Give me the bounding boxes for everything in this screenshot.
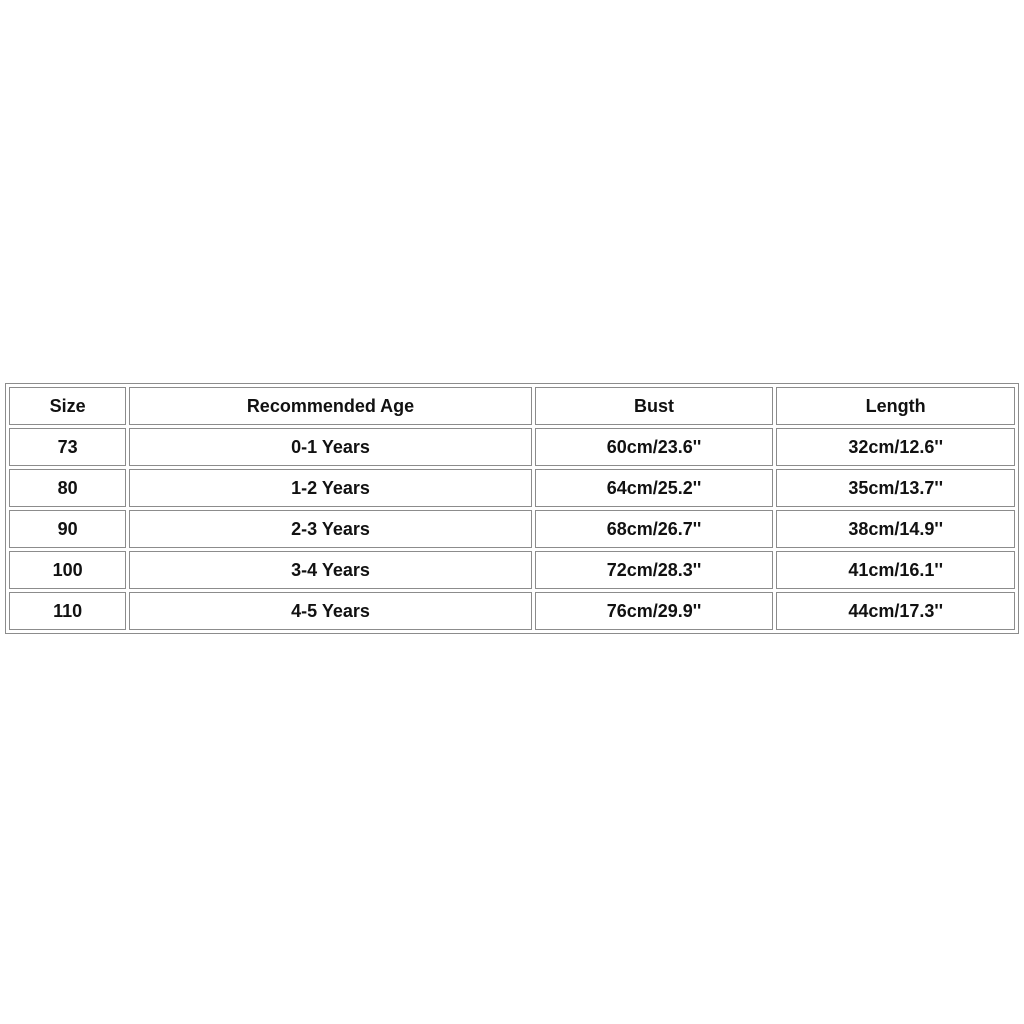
header-length: Length [776, 387, 1015, 425]
cell-length: 35cm/13.7'' [776, 469, 1015, 507]
cell-age: 4-5 Years [129, 592, 531, 630]
header-bust: Bust [535, 387, 774, 425]
cell-bust: 72cm/28.3'' [535, 551, 774, 589]
table-header-row [9, 387, 1015, 425]
cell-length: 44cm/17.3'' [776, 592, 1015, 630]
cell-age: 3-4 Years [129, 551, 531, 589]
cell-size: 73 [9, 428, 126, 466]
cell-age: 0-1 Years [129, 428, 531, 466]
header-recommended-age: Recommended Age [129, 387, 531, 425]
cell-bust: 68cm/26.7'' [535, 510, 774, 548]
cell-bust: 60cm/23.6'' [535, 428, 774, 466]
table-row [9, 510, 1015, 548]
cell-age: 1-2 Years [129, 469, 531, 507]
cell-length: 32cm/12.6'' [776, 428, 1015, 466]
cell-size: 90 [9, 510, 126, 548]
table-row [9, 592, 1015, 630]
size-chart-table [5, 383, 1019, 634]
cell-age: 2-3 Years [129, 510, 531, 548]
header-size: Size [9, 387, 126, 425]
cell-length: 38cm/14.9'' [776, 510, 1015, 548]
cell-size: 80 [9, 469, 126, 507]
table-row [9, 469, 1015, 507]
table-row [9, 428, 1015, 466]
cell-size: 110 [9, 592, 126, 630]
cell-size: 100 [9, 551, 126, 589]
table-row [9, 551, 1015, 589]
cell-bust: 64cm/25.2'' [535, 469, 774, 507]
cell-bust: 76cm/29.9'' [535, 592, 774, 630]
cell-length: 41cm/16.1'' [776, 551, 1015, 589]
